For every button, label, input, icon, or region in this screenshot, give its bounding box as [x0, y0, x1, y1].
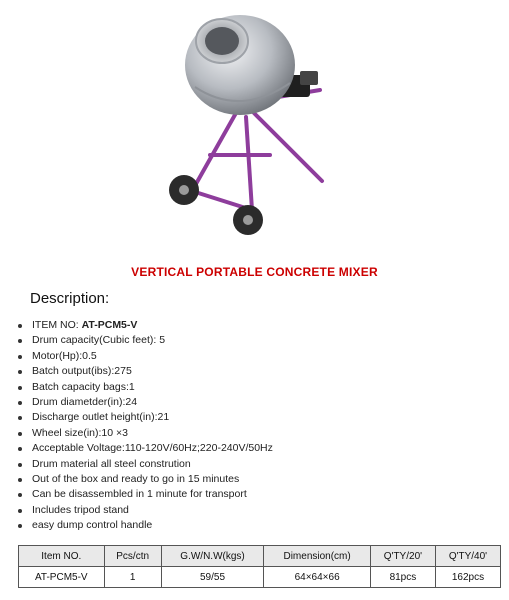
table-cell: AT-PCM5-V: [19, 567, 105, 588]
concrete-mixer-image: [150, 5, 350, 245]
table-header-cell: Pcs/ctn: [104, 546, 161, 567]
spec-list: [16, 318, 273, 534]
table-header-cell: G.W/N.W(kgs): [161, 546, 264, 567]
spec-item: Drum capacity(Cubic feet): 5: [16, 333, 273, 348]
description-heading: Description:: [30, 290, 110, 307]
product-title: VERTICAL PORTABLE CONCRETE MIXER: [131, 265, 378, 279]
table-cell: 59/55: [161, 567, 264, 588]
table-cell: 64×64×66: [264, 567, 371, 588]
spec-table: [18, 545, 501, 588]
wheel-left: [169, 175, 199, 205]
spec-item: Acceptable Voltage:110-120V/60Hz;220-240V/50Hz: [16, 441, 273, 456]
table-row: [19, 567, 501, 588]
table-header-cell: Dimension(cm): [264, 546, 371, 567]
spec-item: Motor(Hp):0.5: [16, 349, 273, 364]
spec-item: Batch capacity bags:1: [16, 380, 273, 395]
spec-item: [16, 318, 273, 333]
table-header-cell: Item NO.: [19, 546, 105, 567]
spec-item: Wheel size(in):10 ×3: [16, 426, 273, 441]
wheel-right: [233, 205, 263, 235]
spec-item: easy dump control handle: [16, 518, 273, 533]
spec-item: Out of the box and ready to go in 15 minutes: [16, 472, 273, 487]
spec-label: ITEM NO:: [32, 319, 82, 331]
spec-item: Drum material all steel constrution: [16, 457, 273, 472]
table-cell: 1: [104, 567, 161, 588]
spec-item: Includes tripod stand: [16, 503, 273, 518]
table-cell: 81pcs: [370, 567, 435, 588]
spec-item: Discharge outlet height(in):21: [16, 410, 273, 425]
table-header-cell: Q'TY/20': [370, 546, 435, 567]
spec-item: Can be disassembled in 1 minute for transport: [16, 487, 273, 502]
table-cell: 162pcs: [435, 567, 500, 588]
spec-item: Drum diametder(in):24: [16, 395, 273, 410]
table-header-row: [19, 546, 501, 567]
spec-item: Batch output(ibs):275: [16, 364, 273, 379]
table-header-cell: Q'TY/40': [435, 546, 500, 567]
spec-value: AT-PCM5-V: [81, 319, 138, 331]
